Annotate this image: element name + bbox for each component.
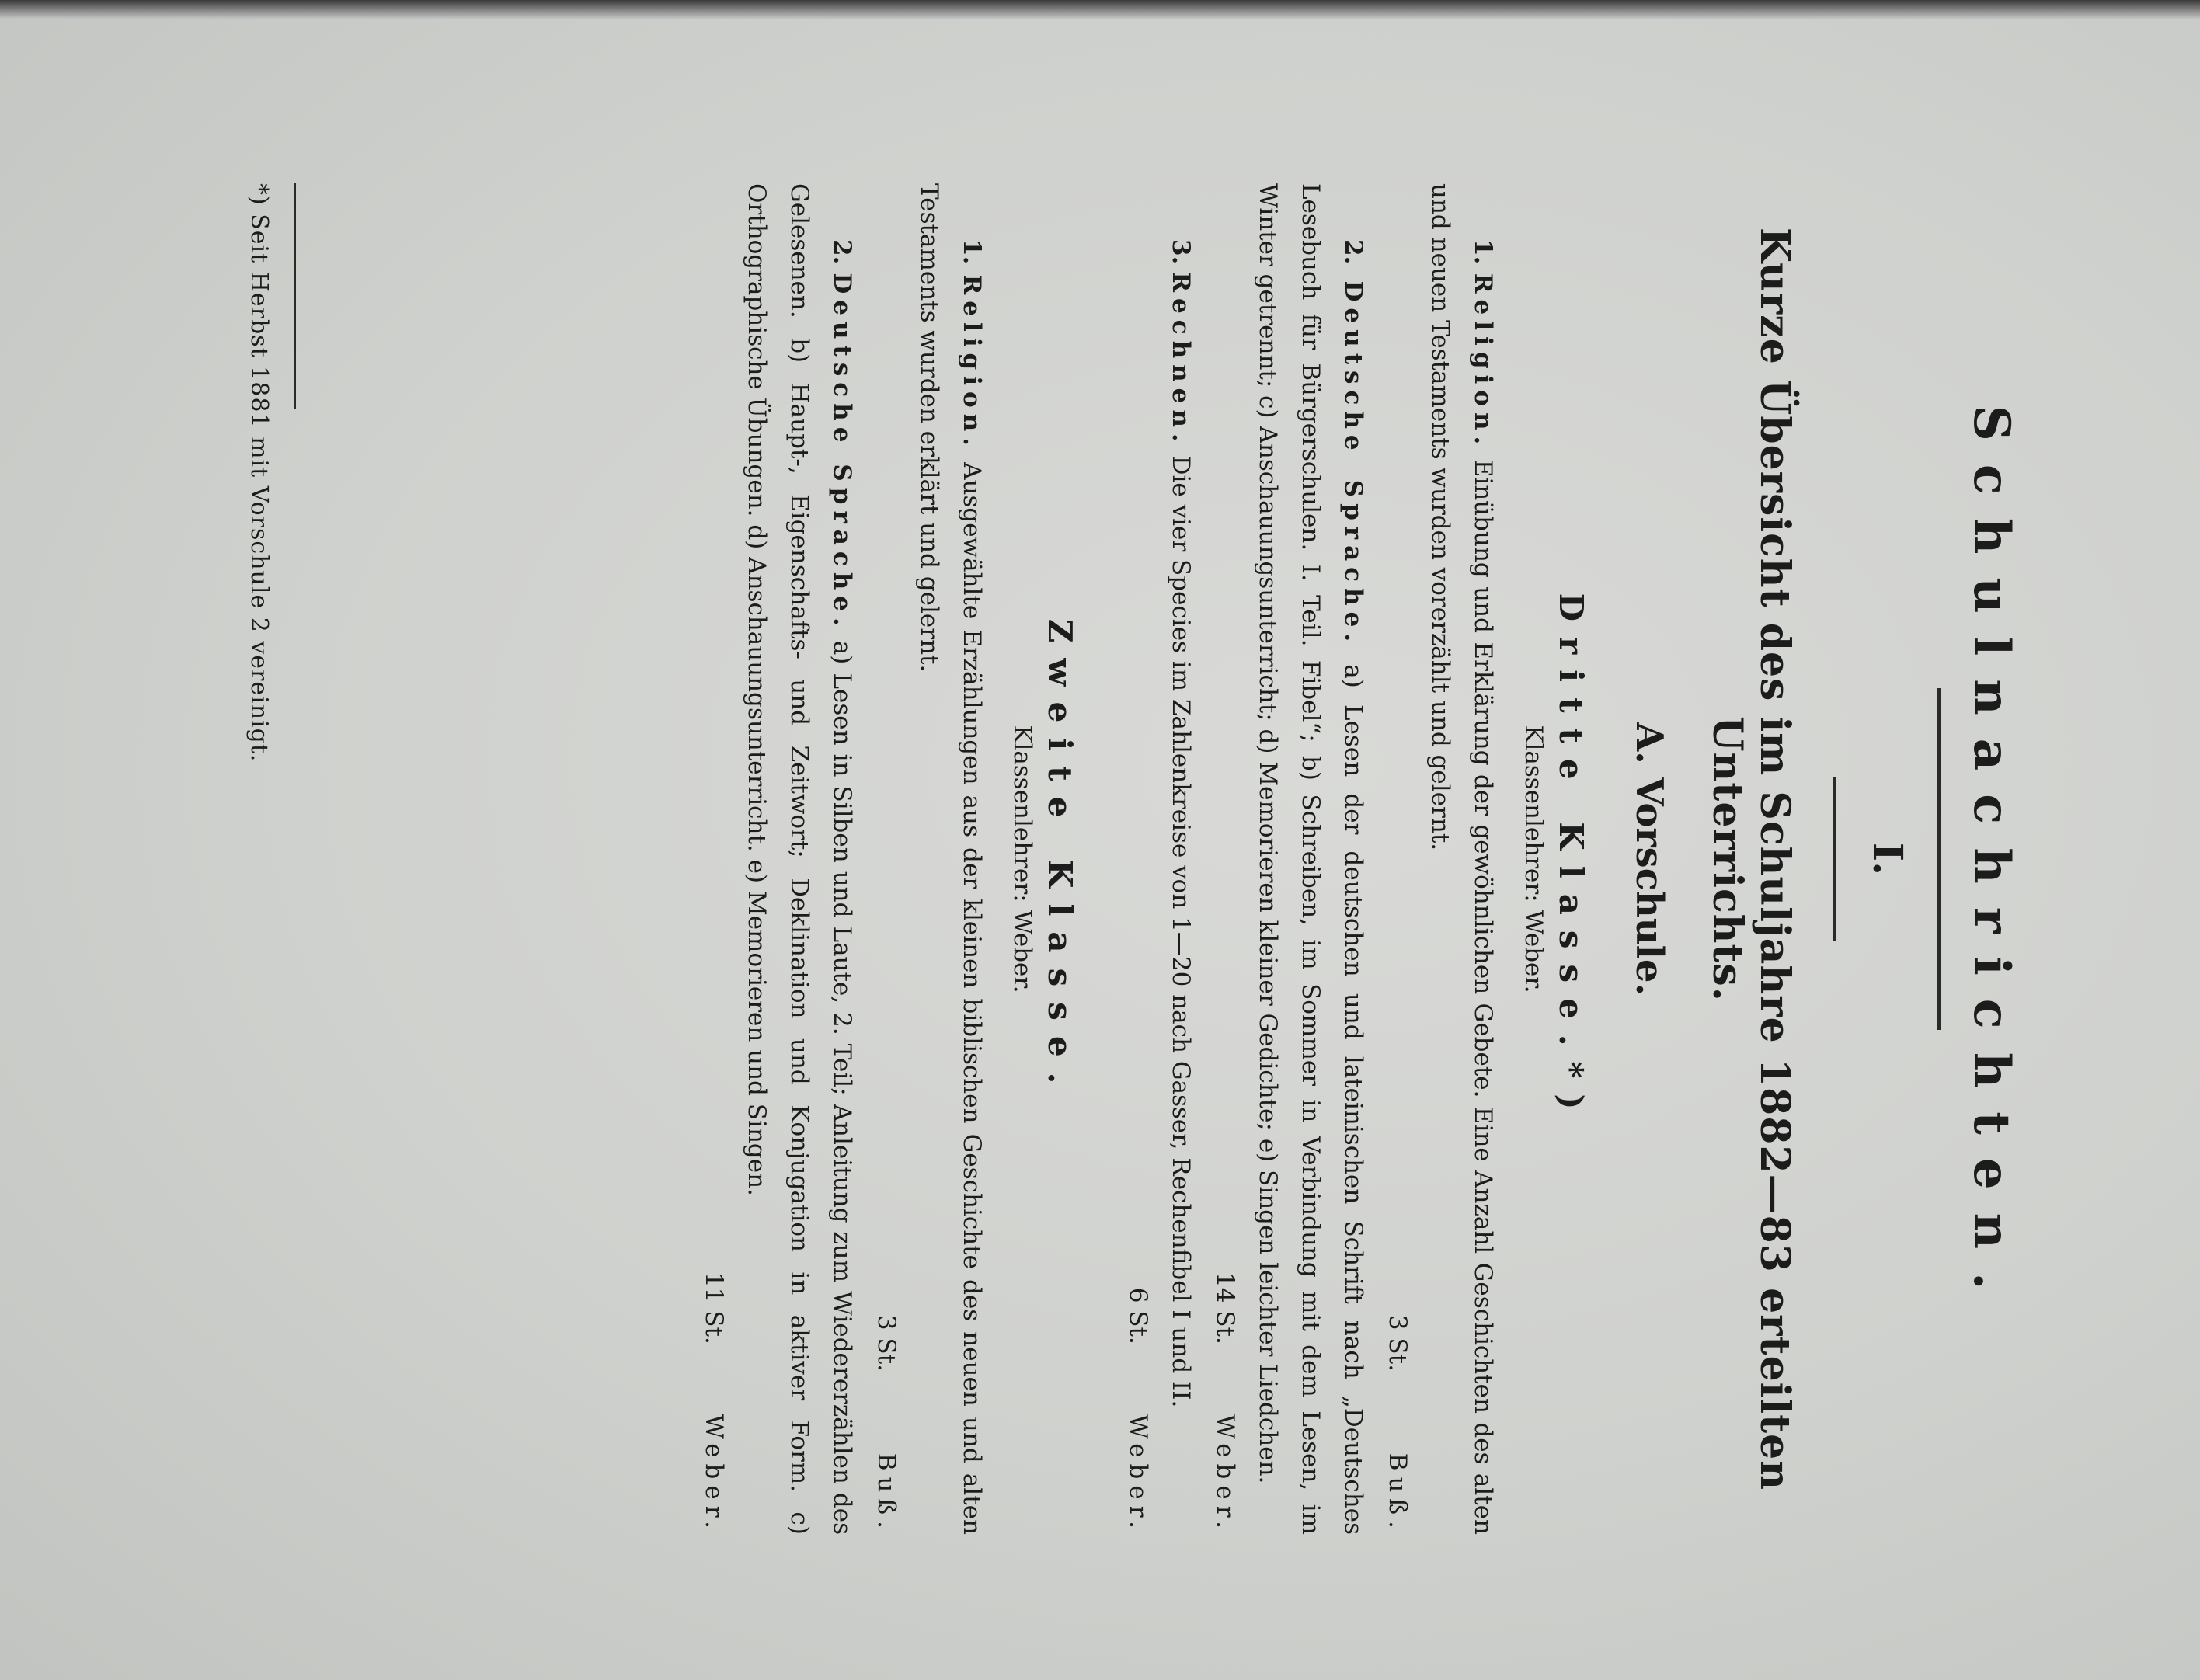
numeral-rule <box>1833 777 1836 941</box>
page-title: Schulnachrichten. <box>1962 405 2021 1313</box>
subject-teacher: Weber. <box>1124 1414 1152 1535</box>
subject-hours: 3 St. <box>872 1314 900 1372</box>
subject-number: 2. <box>828 239 856 265</box>
subject-text: a) Lesen der deutschen und lateinischen Schrift nach „Deutsches Lesebuch für Bürgerschulen. I. Teil. Fibel“; b) Schreiben, im Sommer in Verbindung mit dem Lesen, im Winter getrennt; c) Anschauungsunterricht; d) Memorieren kleiner Gedichte; e) Singen leichter Liedchen. <box>1254 183 1367 1535</box>
subject-name: Rechnen. <box>1167 272 1195 448</box>
subject-number: 1. <box>1469 239 1497 265</box>
title-rule <box>1937 688 1941 1030</box>
subject-teacher: Buß. <box>1384 1452 1412 1535</box>
subject-hours: 11 St. <box>700 1272 728 1344</box>
section-roman-numeral: I. <box>1864 842 1911 876</box>
subject-text: a) Lesen in Silben und Laute, 2. Teil; Anleitung zum Wiedererzählen des Gelesenen. b) Haupt-, Eigenschafts- und Zeitwort; Deklination und Konjugation in aktiver Form. c) Orthographische Übungen. d) Anschauungsunterricht. e) Memorieren und Singen. <box>743 183 856 1535</box>
subject-teacher: Weber. <box>700 1414 728 1535</box>
subject-name: Religion. <box>958 274 986 452</box>
subject-paragraph <box>735 183 863 1535</box>
subject-paragraph <box>1246 183 1374 1535</box>
footnote-rule <box>294 183 296 409</box>
subject-hours: 14 St. <box>1211 1272 1239 1344</box>
class-heading-dritte: Dritte Klasse.*) <box>1552 593 1590 1125</box>
subject-meta <box>1203 183 1246 1535</box>
subject-text: Ausgewählte Erzählungen aus der kleinen biblischen Geschichte des neuen und alten Testaments wurden erklärt und gelernt. <box>915 183 986 1536</box>
subject-paragraph <box>1159 183 1202 1535</box>
subject-paragraph <box>907 183 993 1535</box>
subject-name: Religion. <box>1469 273 1497 451</box>
subject-hours: 6 St. <box>1124 1287 1152 1344</box>
subject-teacher: Buß. <box>872 1452 900 1535</box>
page-body <box>691 183 2021 1535</box>
subject-hours: 3 St. <box>1384 1314 1412 1372</box>
subtitle: Kurze Übersicht des im Schuljahre 1882—83 erteilten Unterrichts. <box>1704 227 1798 1491</box>
subject-number: 2. <box>1339 239 1367 265</box>
rotated-page-content <box>148 137 2052 1581</box>
subject-name: Deutsche Sprache. <box>1339 280 1367 649</box>
class-heading-zweite: Zweite Klasse. <box>1041 618 1079 1100</box>
scanned-page <box>0 19 2200 1680</box>
subject-paragraph <box>1419 183 1504 1535</box>
subject-name: Deutsche Sprache. <box>828 273 856 632</box>
subject-meta <box>1116 183 1159 1535</box>
subject-teacher: Weber. <box>1211 1414 1239 1535</box>
subject-meta <box>692 183 735 1535</box>
subject-number: 1. <box>958 239 986 265</box>
class-teacher-zweite: Klassenlehrer: Weber. <box>1008 725 1036 993</box>
footnote: *) Seit Herbst 1881 mit Vorschule 2 vereinigt. <box>245 183 273 763</box>
class-teacher-dritte: Klassenlehrer: Weber. <box>1519 725 1547 993</box>
subject-meta <box>865 183 907 1535</box>
scan-top-border <box>0 0 2200 19</box>
subject-number: 3. <box>1167 239 1195 265</box>
subject-text: Die vier Species im Zahlenkreise von 1—20 nach Gasser, Rechenfibel I und II. <box>1167 455 1195 1408</box>
subject-text: Einübung und Erklärung der gewöhnlichen Gebete. Eine Anzahl Geschichten des alten und neuen Testaments wurden vorerzählt und gelernt. <box>1426 183 1497 1536</box>
subject-meta <box>1376 183 1419 1535</box>
section-heading-vorschule: A. Vorschule. <box>1627 722 1671 997</box>
